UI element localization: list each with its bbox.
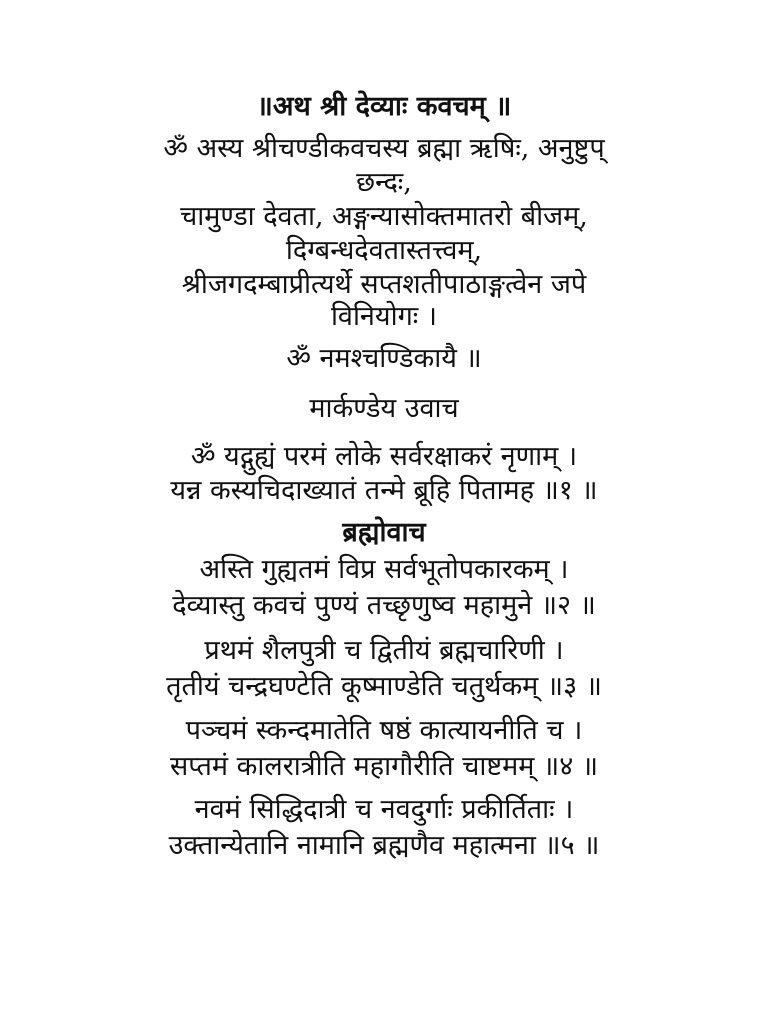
verse-4-line-1: पञ्चमं स्कन्दमातेति षष्ठं कात्यायनीति च । — [185, 715, 583, 746]
viniyoga-line-3: चामुण्डा देवता, अङ्गन्यासोक्तमातरो बीजम्, — [180, 201, 588, 232]
verse-2-line-2: देव्यास्तु कवचं पुण्यं तच्छृणुष्व महामुने ॥२ ॥ — [172, 590, 596, 621]
verse-2-line-1: अस्ति गुह्यतमं विप्र सर्वभूतोपकारकम् । — [199, 554, 569, 585]
verse-1-line-1: ॐ यद्गुह्यं परमं लोके सर्वरक्षाकरं नृणाम् । — [190, 441, 578, 472]
viniyoga-line-4: दिग्बन्धदेवतास्तत्त्वम्, — [285, 235, 483, 266]
viniyoga-line-5: श्रीजगदम्बाप्रीत्यर्थे सप्तशतीपाठाङ्गत्वेन जपे — [181, 269, 587, 300]
speaker-brahma: ब्रह्मोवाच — [342, 517, 426, 548]
verse-3-line-1: प्रथमं शैलपुत्री च द्वितीयं ब्रह्मचारिणी । — [204, 635, 564, 666]
viniyoga-line-6: विनियोगः । — [330, 301, 438, 332]
verse-1-line-2: यन्न कस्यचिदाख्यातं तन्मे ब्रूहि पितामह ॥१ ॥ — [170, 475, 598, 506]
verse-3-line-2: तृतीयं चन्द्रघण्टेति कूष्माण्डेति चतुर्थकम् ॥३ ॥ — [166, 671, 602, 702]
viniyoga-line-1: ॐ अस्य श्रीचण्डीकवचस्य ब्रह्मा ऋषिः, अनुष्टुप् — [163, 133, 605, 164]
viniyoga-line-2: छन्दः, — [356, 167, 412, 198]
verse-5-line-1: नवमं सिद्धिदात्री च नवदुर्गाः प्रकीर्तिताः । — [194, 794, 574, 825]
document-title: ॥अथ श्री देव्याः कवचम् ॥ — [256, 91, 512, 122]
speaker-markandeya: मार्कण्डेय उवाच — [309, 393, 459, 424]
verse-5-line-2: उक्तान्येतानि नामानि ब्रह्मणैव महात्मना ॥५ ॥ — [168, 830, 600, 861]
invocation-line: ॐ नमश्चण्डिकायै ॥ — [286, 343, 482, 374]
verse-4-line-2: सप्तमं कालरात्रीति महागौरीति चाष्टमम् ॥४ ॥ — [169, 751, 599, 782]
